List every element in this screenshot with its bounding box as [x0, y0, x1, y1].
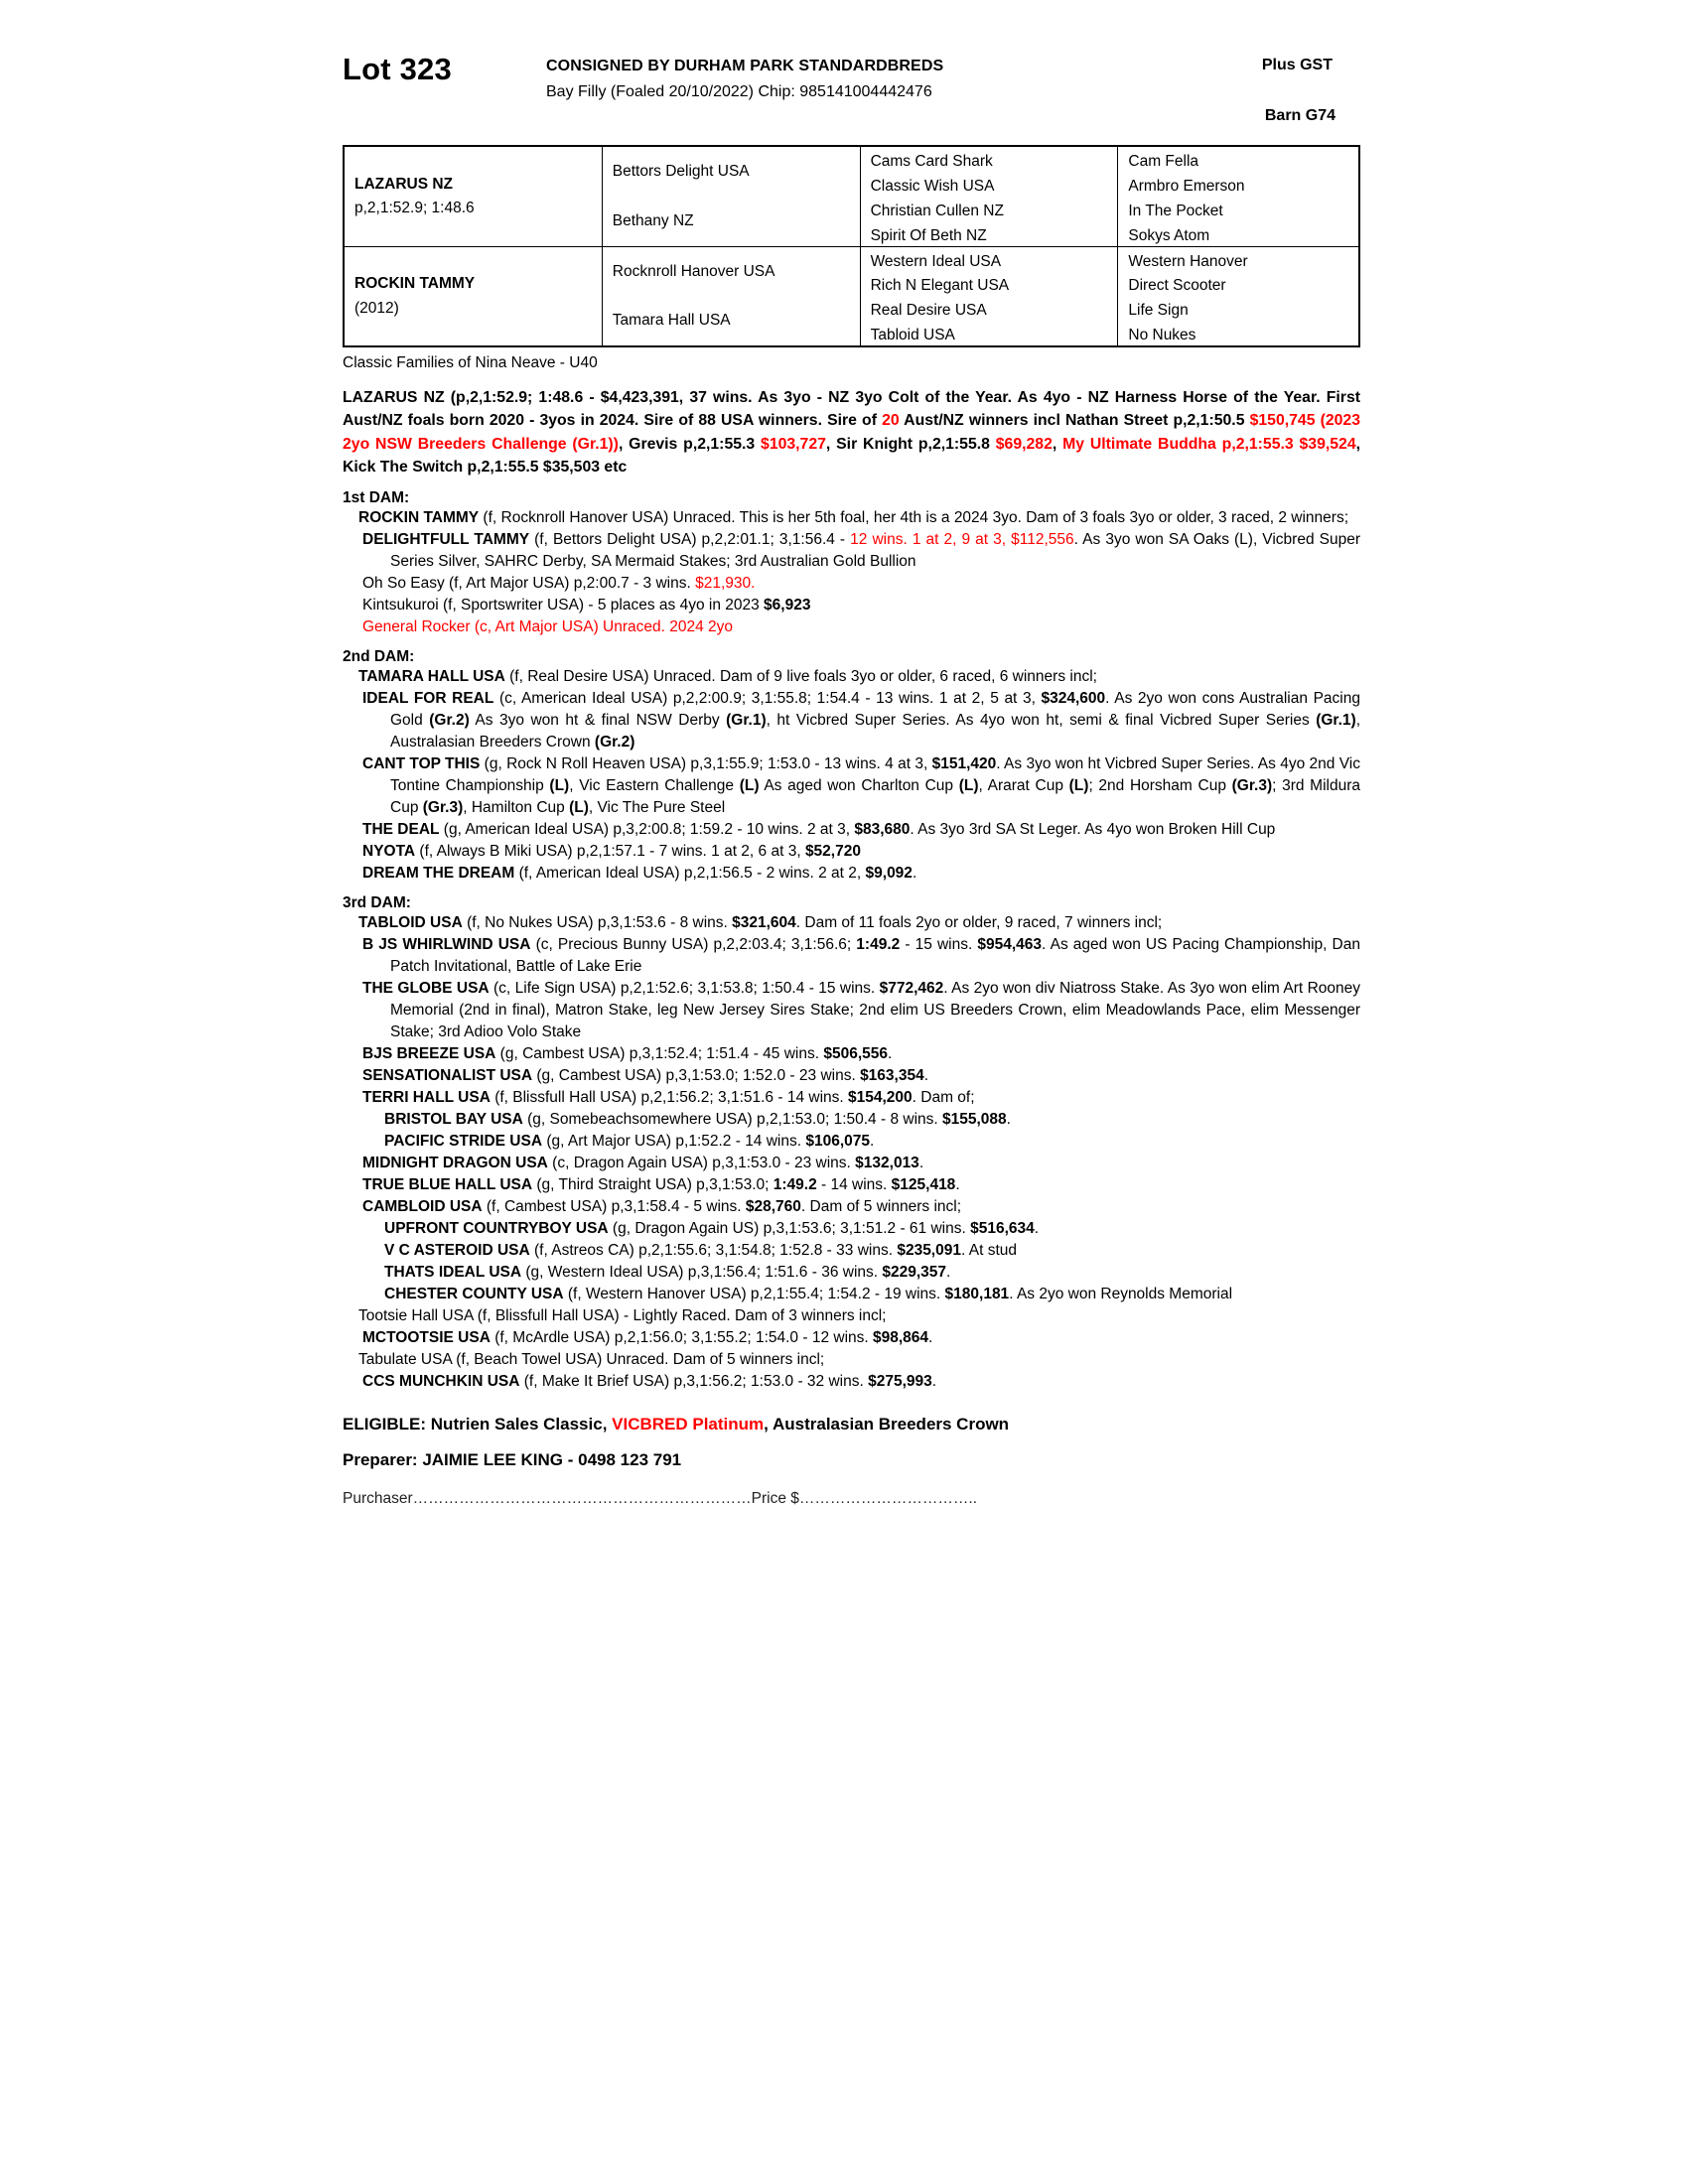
- pedigree-cell: Western Hanover: [1118, 246, 1358, 271]
- page-header: [343, 46, 1360, 137]
- dam-name: ROCKIN TAMMY: [354, 275, 476, 293]
- pedigree-cell: Life Sign: [1128, 302, 1189, 319]
- progeny-entry: CAMBLOID USA (f, Cambest USA) p,3,1:58.4 - 5 wins. $28,760. Dam of 5 winners incl;: [362, 1197, 962, 1215]
- lot-number: Lot 323: [343, 52, 452, 86]
- pedigree-cell: Real Desire USA: [870, 302, 987, 319]
- classic-families-line: Classic Families of Nina Neave - U40: [343, 354, 598, 371]
- sire-text-2: Aust/NZ winners incl Nathan Street p,2,1:50.5: [899, 412, 1250, 430]
- eligible-pre: ELIGIBLE: Nutrien Sales Classic,: [343, 1414, 613, 1433]
- progeny-entry: SENSATIONALIST USA (g, Cambest USA) p,3,1:53.0; 1:52.0 - 23 wins. $163,354.: [362, 1066, 929, 1084]
- progeny-entry: Tootsie Hall USA (f, Blissfull Hall USA) - Lightly Raced. Dam of 3 winners incl;: [358, 1306, 887, 1324]
- pedigree-cell: Western Ideal USA: [861, 246, 1118, 271]
- dam-year: (2012): [354, 299, 399, 317]
- dam-cell: [345, 246, 602, 345]
- progeny-entry: V C ASTEROID USA (f, Astreos CA) p,2,1:55.6; 3,1:54.8; 1:52.8 - 33 wins. $235,091. At stud: [384, 1241, 1017, 1259]
- progeny-entry: THE GLOBE USA (c, Life Sign USA) p,2,1:52.6; 3,1:53.8; 1:50.4 - 15 wins. $772,462. As 2yo won div Niatross Stake. As 3yo won elim Art Rooney Memorial (2nd in final), Matron Stake, leg New Jersey Sires Stake; 2nd elim US Breeders Crown, elim Meadowlands Pace, elim Messenger Stake; 3rd Adioo Volo Stake: [362, 979, 1360, 1040]
- sire-text-5: ,: [1052, 435, 1063, 453]
- sire-name: LAZARUS NZ: [354, 175, 454, 193]
- progeny-entry: IDEAL FOR REAL (c, American Ideal USA) p,2,2:00.9; 3,1:55.8; 1:54.4 - 13 wins. 1 at 2, 5 at 3, $324,600. As 2yo won cons Australian Pacing Gold (Gr.2) As 3yo won ht & final NSW Derby (Gr.1), ht Vicbred Super Series. As 4yo won ht, semi & final Vicbred Super Series (Gr.1), Australasian Breeders Crown (Gr.2): [362, 689, 1360, 751]
- eligible-post: , Australasian Breeders Crown: [764, 1414, 1010, 1433]
- progeny-entry: [362, 529, 1360, 573]
- pedigree-cell: Bettors Delight USA: [612, 163, 750, 181]
- sire-highlight-4: $69,282: [995, 435, 1053, 453]
- pedigree-cell: Rocknroll Hanover USA: [603, 246, 860, 296]
- sire-summary-paragraph: [343, 386, 1360, 479]
- sire-text-3: , Grevis p,2,1:55.3: [618, 435, 762, 453]
- pedigree-cell: In The Pocket: [1128, 203, 1223, 219]
- progeny-entry: TERRI HALL USA (f, Blissfull Hall USA) p,2,1:56.2; 3,1:51.6 - 14 wins. $154,200. Dam of;: [362, 1088, 975, 1106]
- pedigree-cell: Direct Scooter: [1128, 277, 1226, 294]
- horse-description: Bay Filly (Foaled 20/10/2022) Chip: 985141004442476: [546, 83, 932, 100]
- pedigree-cell: Sokys Atom: [1128, 227, 1210, 244]
- pedigree-cell: Tamara Hall USA: [612, 312, 731, 330]
- pedigree-cell: Classic Wish USA: [870, 178, 995, 195]
- sire-text-6: , Kick The Switch p,2,1:55.5 $35,503 etc: [343, 435, 1360, 477]
- second-dam-intro: TAMARA HALL USA (f, Real Desire USA) Unraced. Dam of 9 live foals 3yo or older, 6 raced, 6 winners incl;: [358, 667, 1097, 685]
- price-dots: ……………………………..: [798, 1489, 978, 1507]
- sire-text-4: , Sir Knight p,2,1:55.8: [825, 435, 996, 453]
- progeny-entry: MCTOOTSIE USA (f, McArdle USA) p,2,1:56.0; 3,1:55.2; 1:54.0 - 12 wins. $98,864.: [362, 1328, 933, 1346]
- pedigree-cell: Armbro Emerson: [1128, 178, 1245, 195]
- pedigree-cell: Spirit Of Beth NZ: [870, 227, 987, 244]
- pedigree-col-2: [603, 147, 861, 345]
- progeny-entry: DREAM THE DREAM (f, American Ideal USA) p,2,1:56.5 - 2 wins. 2 at 2, $9,092.: [362, 864, 917, 882]
- sire-highlight-5: My Ultimate Buddha p,2,1:55.3 $39,524: [1062, 435, 1356, 453]
- preparer-line: Preparer: JAIMIE LEE KING - 0498 123 791: [343, 1449, 682, 1469]
- first-dam-intro: ROCKIN TAMMY (f, Rocknroll Hanover USA) Unraced. This is her 5th foal, her 4th is a 2024 3yo. Dam of 3 foals 3yo or older, 3 raced, 2 winners;: [358, 508, 1349, 526]
- plus-gst-label: Plus GST: [1261, 57, 1333, 73]
- progeny-entry: BRISTOL BAY USA (g, Somebeachsomewhere USA) p,2,1:53.0; 1:50.4 - 8 wins. $155,088.: [384, 1110, 1011, 1128]
- progeny-text-1: (f, Bettors Delight USA) p,2,2:01.1; 3,1:56.4 -: [529, 530, 851, 548]
- progeny-entry: Tabulate USA (f, Beach Towel USA) Unraced. Dam of 5 winners incl;: [358, 1350, 825, 1368]
- first-dam-heading: 1st DAM:: [343, 488, 410, 506]
- progeny-entry: PACIFIC STRIDE USA (g, Art Major USA) p,1:52.2 - 14 wins. $106,075.: [384, 1132, 875, 1150]
- third-dam-intro: TABLOID USA (f, No Nukes USA) p,3,1:53.6 - 8 wins. $321,604. Dam of 11 foals 2yo or older, 9 raced, 7 winners incl;: [358, 913, 1163, 931]
- sire-record: p,2,1:52.9; 1:48.6: [354, 200, 475, 216]
- progeny-entry: THE DEAL (g, American Ideal USA) p,3,2:00.8; 1:59.2 - 10 wins. 2 at 3, $83,680. As 3yo 3rd SA St Leger. As 4yo won Broken Hill Cup: [362, 820, 1276, 838]
- purchaser-dots: …………………………………………………………: [412, 1489, 752, 1507]
- pedigree-cell: Cam Fella: [1128, 153, 1199, 170]
- progeny-entry: CANT TOP THIS (g, Rock N Roll Heaven USA) p,3,1:55.9; 1:53.0 - 13 wins. 4 at 3, $151,420. As 3yo won ht Vicbred Super Series. As 4yo 2nd Vic Tontine Championship (L), Vic Eastern Challenge (L) As aged won Charlton Cup (L), Ararat Cup (L); 2nd Horsham Cup (Gr.3); 3rd Mildura Cup (Gr.3), Hamilton Cup (L), Vic The Pure Steel: [362, 754, 1360, 816]
- progeny-highlight: 12 wins. 1 at 2, 9 at 3, $112,556: [850, 530, 1074, 548]
- progeny-entry: THATS IDEAL USA (g, Western Ideal USA) p,3,1:56.4; 1:51.6 - 36 wins. $229,357.: [384, 1263, 951, 1281]
- pedigree-col-3: [861, 147, 1119, 345]
- progeny-highlight: $21,930.: [695, 574, 756, 592]
- purchaser-label: Purchaser: [343, 1489, 413, 1507]
- pedigree-cell: Tabloid USA: [870, 327, 955, 343]
- eligible-highlight: VICBRED Platinum: [612, 1414, 765, 1433]
- eligible-line: [343, 1415, 1360, 1434]
- pedigree-col-1: [345, 147, 603, 345]
- pedigree-cell: Rich N Elegant USA: [870, 277, 1010, 294]
- progeny-entry: NYOTA (f, Always B Miki USA) p,2,1:57.1 - 7 wins. 1 at 2, 6 at 3, $52,720: [362, 842, 861, 860]
- pedigree-col-4: [1118, 147, 1358, 345]
- progeny-entry: CCS MUNCHKIN USA (f, Make It Brief USA) p,3,1:56.2; 1:53.0 - 32 wins. $275,993.: [362, 1372, 937, 1390]
- progeny-name: DELIGHTFULL TAMMY: [362, 530, 530, 548]
- sire-highlight-2: $150,745 (2023 2yo NSW Breeders Challenge (Gr.1)): [343, 412, 1360, 453]
- pedigree-cell: Christian Cullen NZ: [870, 203, 1004, 219]
- second-dam-heading: 2nd DAM:: [343, 647, 415, 665]
- progeny-entry: TRUE BLUE HALL USA (g, Third Straight USA) p,3,1:53.0; 1:49.2 - 14 wins. $125,418.: [362, 1175, 960, 1193]
- price-label: Price $: [751, 1489, 799, 1507]
- purchaser-footer: [343, 1490, 1360, 1508]
- progeny-entry: General Rocker (c, Art Major USA) Unraced. 2024 2yo: [362, 617, 734, 635]
- barn-label: Barn G74: [1264, 107, 1336, 124]
- progeny-entry: BJS BREEZE USA (g, Cambest USA) p,3,1:52.4; 1:51.4 - 45 wins. $506,556.: [362, 1044, 893, 1062]
- consignor-line: CONSIGNED BY DURHAM PARK STANDARDBREDS: [546, 58, 944, 74]
- sire-highlight-3: $103,727: [761, 435, 826, 453]
- pedigree-table: [343, 145, 1360, 347]
- sire-highlight-1: 20: [882, 412, 900, 430]
- progeny-entry: UPFRONT COUNTRYBOY USA (g, Dragon Again US) p,3,1:53.6; 3,1:51.2 - 61 wins. $516,634.: [384, 1219, 1040, 1237]
- progeny-entry: CHESTER COUNTY USA (f, Western Hanover USA) p,2,1:55.4; 1:54.2 - 19 wins. $180,181. As 2yo won Reynolds Memorial: [384, 1285, 1233, 1302]
- progeny-entry: Kintsukuroi (f, Sportswriter USA) - 5 places as 4yo in 2023 $6,923: [362, 596, 811, 614]
- progeny-entry: MIDNIGHT DRAGON USA (c, Dragon Again USA) p,3,1:53.0 - 23 wins. $132,013.: [362, 1154, 924, 1171]
- pedigree-cell: No Nukes: [1128, 327, 1196, 343]
- progeny-entry: B JS WHIRLWIND USA (c, Precious Bunny USA) p,2,2:03.4; 3,1:56.6; 1:49.2 - 15 wins. $954,463. As aged won US Pacing Championship, Dan Patch Invitational, Battle of Lake Erie: [362, 935, 1360, 975]
- sire-text-1: LAZARUS NZ (p,2,1:52.9; 1:48.6 - $4,423,391, 37 wins. As 3yo - NZ 3yo Colt of the Year. As 4yo - NZ Harness Horse of the Year. First Aust/NZ foals born 2020 - 3yos in 2024. Sire of 88 USA winners. Sire of: [343, 389, 1360, 430]
- progeny-text-2: . As 3yo won SA Oaks (L), Vicbred Super Series Silver, SAHRC Derby, SA Mermaid Stakes; 3rd Australian Gold Bullion: [390, 530, 1361, 570]
- pedigree-cell: Cams Card Shark: [870, 153, 993, 170]
- progeny-entry: [362, 573, 1360, 595]
- sire-cell: [345, 147, 602, 246]
- third-dam-heading: 3rd DAM:: [343, 893, 411, 911]
- progeny-text-1: Oh So Easy (f, Art Major USA) p,2:00.7 - 3 wins.: [362, 574, 696, 592]
- pedigree-cell: Bethany NZ: [612, 212, 694, 230]
